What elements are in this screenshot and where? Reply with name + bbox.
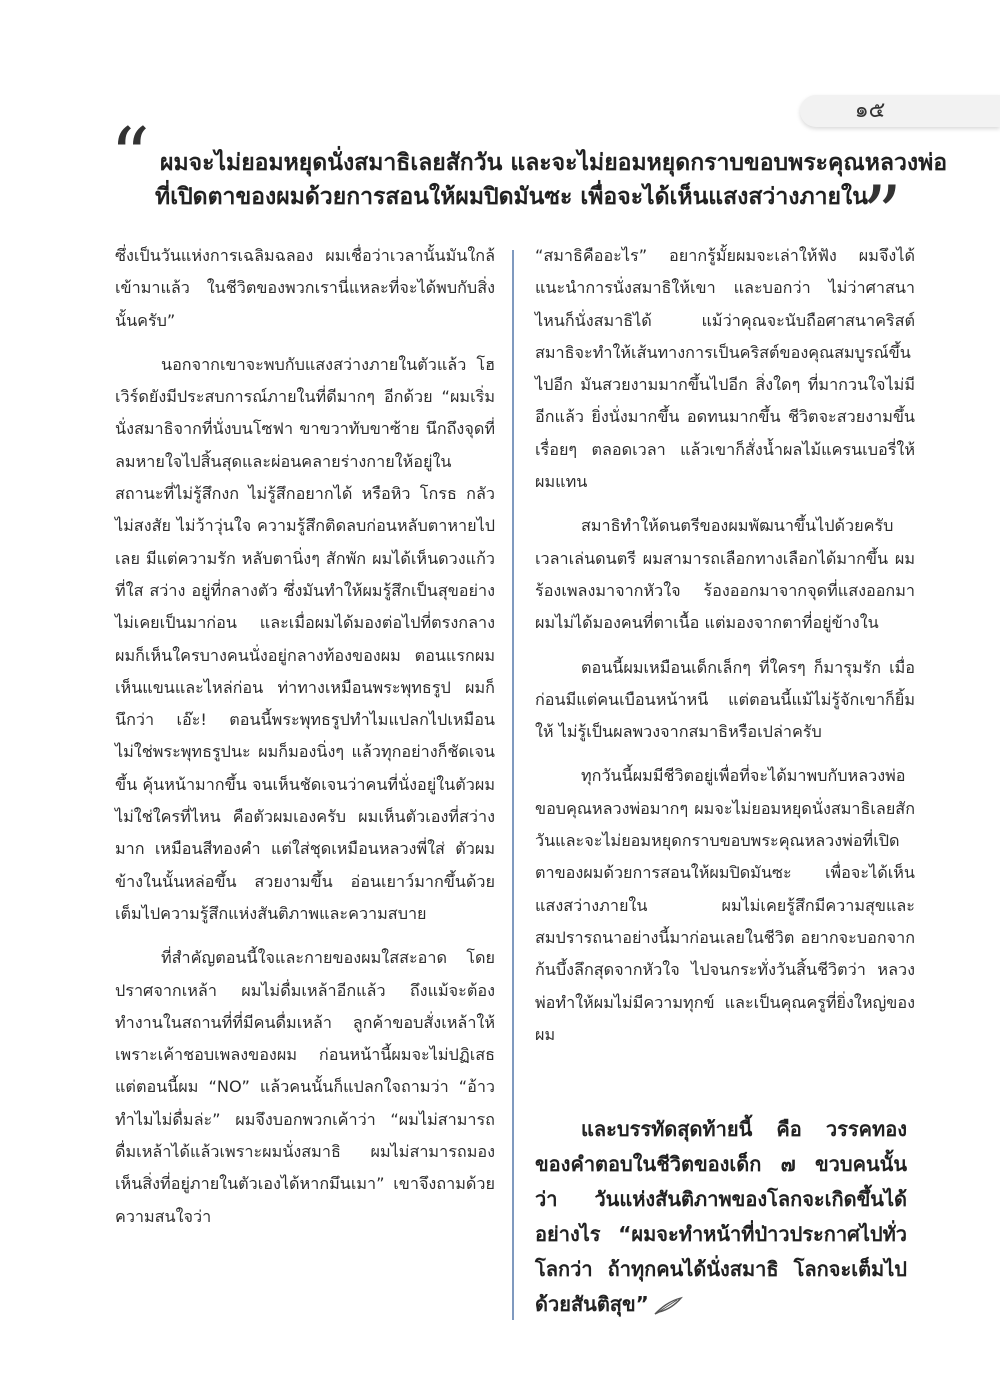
closing-text: และบรรทัดสุดท้ายนี้ คือ วรรคทองของคำตอบในชีวิตของเด็ก ๗ ขวบคนนั้น ว่า วันแห่งสันติภาพของโลกจะเกิดขึ้นได้อย่างไร “ผมจะทำหน้าที่ป่าวประกาศไปทั่วโลกว่า ถ้าทุกคนได้นั่งสมาธิ โลกจะเต็มไปด้วยสันติสุข” [535, 1117, 907, 1316]
pull-quote-line-2: ที่เปิดตาของผมด้วยการสอนให้ผมปิดมันซะ เพื่อจะได้เห็นแสงสว่างภายใน [155, 184, 868, 210]
quote-close-mark: ” [862, 170, 902, 260]
pull-quote [150, 146, 948, 214]
right-paragraph-4: ทุกวันนี้ผมมีชีวิตอยู่เพื่อที่จะได้มาพบกับหลวงพ่อ ขอบคุณหลวงพ่อมากๆ ผมจะไม่ยอมหยุดนั่งสมาธิเลยสักวันและจะไม่ยอมหยุดกราบขอบพระคุณหลวงพ่อที่เปิดตาของผมด้วยการสอนให้ผมปิดมันซะ เพื่อจะได้เห็นแสงสว่างภายใน ผมไม่เคยรู้สึกมีความสุขและสมปรารถนาอย่างนี้มาก่อนเลยในชีวิต อยากจะบอกจากก้นบึ้งลึกสุดจากหัวใจ ไปจนกระทั่งวันสิ้นชีวิตว่า หลวงพ่อทำให้ผมไม่มีความทุกข์ และเป็นคุณครูที่ยิ่งใหญ่ของผม [535, 766, 915, 1044]
pull-quote-line-1: ผมจะไม่ยอมหยุดนั่งสมาธิเลยสักวัน และจะไม่ยอมหยุดกราบขอบพระคุณหลวงพ่อ [160, 150, 948, 176]
column-divider [512, 250, 514, 1320]
closing-statement [535, 1112, 907, 1322]
left-paragraph-2: นอกจากเขาจะพบกับแสงสว่างภายในตัวแล้ว โฮเวิร์ดยังมีประสบการณ์ภายในที่ดีมากๆ อีกด้วย “ผมเริ่มนั่งสมาธิจากที่นั่งบนโซฟา ขาขวาทับขาซ้าย นึกถึงจุดที่ลมหายใจไปสิ้นสุดและผ่อนคลายร่างกายให้อยู่ในสถานะที่ไม่รู้สึกงก ไม่รู้สึกอยากได้ หรือหิว โกรธ กลัว ไม่สงสัย ไม่ว้าวุ่นใจ ความรู้สึกติดลบก่อนหลับตาหายไปเลย มีแต่ความรัก หลับตานิ่งๆ สักพัก ผมได้เห็นดวงแก้วที่ใส สว่าง อยู่ที่กลางตัว ซึ่งมันทำให้ผมรู้สึกเป็นสุขอย่างไม่เคยเป็นมาก่อน และเมื่อผมได้มองต่อไปที่ตรงกลาง ผมก็เห็นใครบางคนนั่งอยู่กลางท้องของผม ตอนแรกผมเห็นแขนและไหล่ก่อน ท่าทางเหมือนพระพุทธรูป ผมก็นึกว่า เอ๊ะ! ตอนนี้พระพุทธรูปทำไมแปลกไปเหมือนไม่ใช่พระพุทธรูปนะ ผมก็มองนิ่งๆ แล้วทุกอย่างก็ชัดเจนขึ้น คุ้นหน้ามากขึ้น จนเห็นชัดเจนว่าคนที่นั่งอยู่ในตัวผมไม่ใช่ใครที่ไหน คือตัวผมเองครับ ผมเห็นตัวเองที่สว่างมาก เหมือนสีทองคำ แต่ใส่ชุดเหมือนหลวงพี่ใส่ ตัวผมข้างในนั้นหล่อขึ้น สวยงามขึ้น อ่อนเยาว์มากขึ้นด้วย เต็มไปความรู้สึกแห่งสันติภาพและความสบาย [115, 354, 495, 923]
left-paragraph-3: ที่สำคัญตอนนี้ใจและกายของผมใสสะอาด โดยปราศจากเหล้า ผมไม่ดื่มเหล้าอีกแล้ว ถึงแม้จะต้องทำงานในสถานที่ที่มีคนดื่มเหล้า ลูกค้าขอบสั่งเหล้าให้ เพราะเค้าชอบเพลงของผม ก่อนหน้านี้ผมจะไม่ปฏิเสธ แต่ตอนนี้ผม “NO” แล้วคนนั้นก็แปลกใจถามว่า “อ้าวทำไมไม่ดื่มล่ะ” ผมจึงบอกพวกเค้าว่า “ผมไม่สามารถดื่มเหล้าได้แล้วเพราะผมนั่งสมาธิ ผมไม่สามารถมองเห็นสิ่งที่อยู่ภายในตัวเองได้หากมึนเมา” เขาจึงถามด้วยความสนใจว่า [115, 948, 495, 1226]
right-paragraph-3: ตอนนี้ผมเหมือนเด็กเล็กๆ ที่ใครๆ ก็มารุมรัก เมื่อก่อนมีแต่คนเบือนหน้าหนี แต่ตอนนี้แม้ไม่รู้จักเขาก็ยิ้มให้ ไม่รู้เป็นผลพวงจากสมาธิหรือเปล่าครับ [535, 657, 915, 742]
left-paragraph-1: ซึ่งเป็นวันแห่งการเฉลิมฉลอง ผมเชื่อว่าเวลานั้นมันใกล้เข้ามาแล้ว ในชีวิตของพวกเรานี่แหละที่จะได้พบกับสิ่งนั้นครับ” [115, 246, 495, 330]
quote-open-mark: “ [110, 112, 150, 202]
right-column [535, 240, 915, 1063]
left-column [115, 240, 495, 1245]
right-paragraph-2: สมาธิทำให้ดนตรีของผมพัฒนาขึ้นไปด้วยครับ เวลาเล่นดนตรี ผมสามารถเลือกทางเลือกได้มากขึ้น ผมร้องเพลงมาจากหัวใจ ร้องออกมาจากจุดที่แสงออกมา ผมไม่ได้มองคนที่ตาเนื้อ แต่มองจากตาที่อยู่ข้างใน [535, 516, 915, 633]
right-paragraph-1: “สมาธิคืออะไร” อยากรู้มั้ยผมจะเล่าให้ฟัง ผมจึงได้แนะนำการนั่งสมาธิให้เขา และบอกว่า ไม่ว่าศาสนาไหนก็นั่งสมาธิได้ แม้ว่าคุณจะนับถือศาสนาคริสต์ สมาธิจะทำให้เส้นทางการเป็นคริสต์ของคุณสมบูรณ์ขึ้นไปอีก มันสวยงามมากขึ้นไปอีก สิ่งใดๆ ที่มากวนใจไม่มีอีกแล้ว ยิ่งนั่งมากขึ้น อดทนมากขึ้น ชีวิตจะสวยงามขึ้นเรื่อยๆ ตลอดเวลา แล้วเขาก็สั่งน้ำผลไม้แครนเบอรี่ให้ผมแทน [535, 246, 915, 492]
page-number: ๑๕ [854, 98, 886, 123]
feather-icon [653, 1296, 683, 1316]
